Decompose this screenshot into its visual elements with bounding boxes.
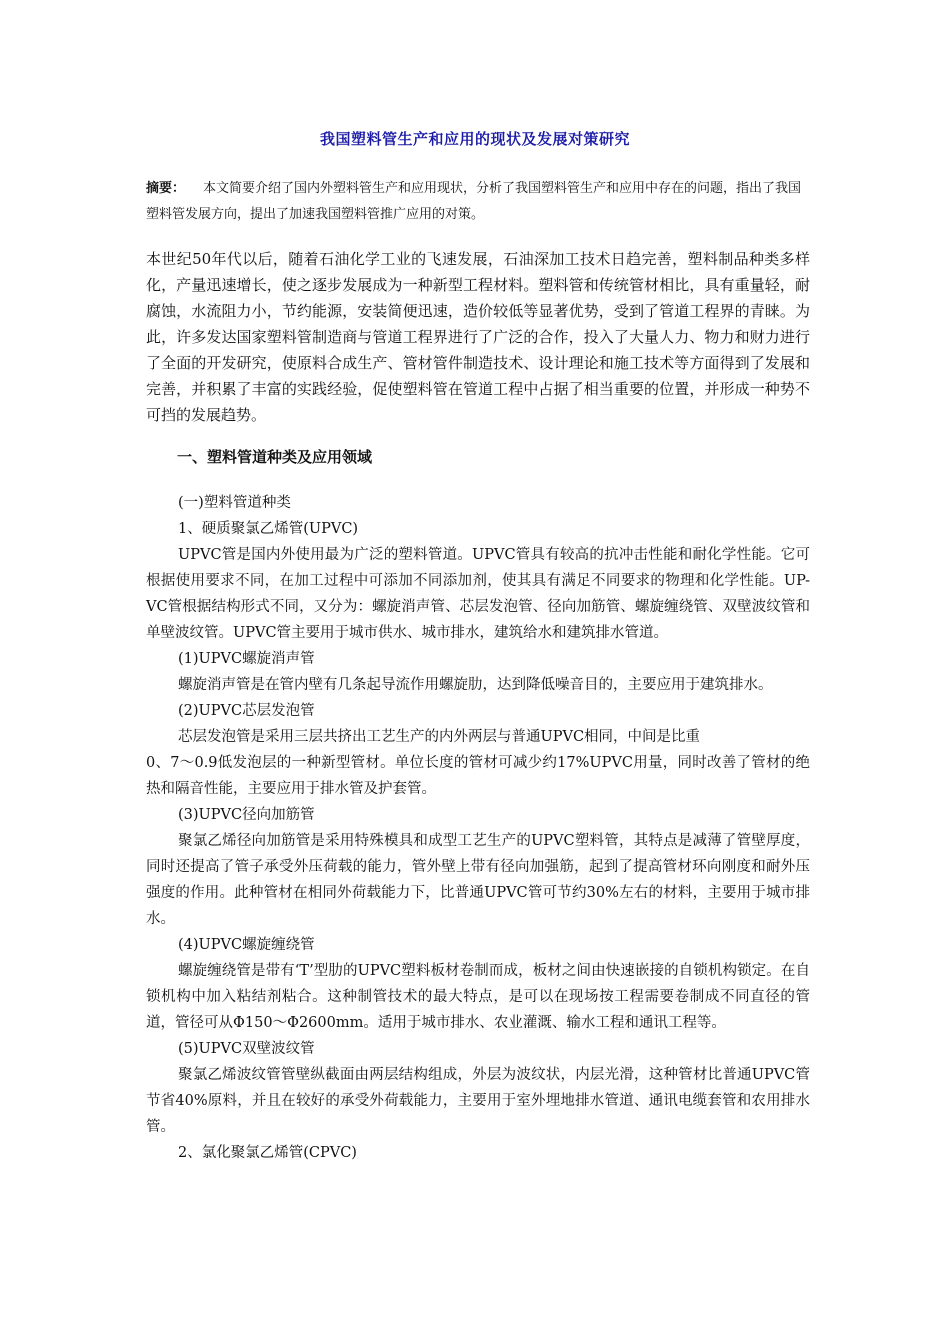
item-title-spiral-silencer: (1)UPVC螺旋消声管 xyxy=(178,651,315,667)
paragraph-foam-core-b: 0、7～0.9低发泡层的一种新型管材。单位长度的管材可减少约17%UPVC用量，同时改善了管材的绝热和隔音性能，主要应用于排水管及护套管。 xyxy=(146,755,810,797)
paragraph-double-wall: 聚氯乙烯波纹管管壁纵截面由两层结构组成，外层为波纹状，内层光滑，这种管材比普通UPVC管节省40%原料，并且在较好的承受外荷载能力，主要用于室外埋地排水管道、通讯电缆套管和农用排水管。 xyxy=(146,1067,810,1135)
paragraph-foam-core-a: 芯层发泡管是采用三层共挤出工艺生产的内外两层与普通UPVC相同，中间是比重 xyxy=(178,729,701,745)
paragraph-spiral-silencer: 螺旋消声管是在管内壁有几条起导流作用螺旋肋，达到降低噪音目的，主要应用于建筑排水。 xyxy=(178,677,773,693)
paragraph-radial-rib: 聚氯乙烯径向加筋管是采用特殊模具和成型工艺生产的UPVC塑料管，其特点是减薄了管壁厚度，同时还提高了管子承受外压荷载的能力，管外壁上带有径向加强筋，起到了提高管材环向刚度和耐外压强度的作用。此种管材在相同外荷载能力下，比普通UPVC管可节约30%左右的材料，主要用于城市排水。 xyxy=(146,833,810,927)
item-title-double-wall: (5)UPVC双壁波纹管 xyxy=(178,1041,315,1057)
document-title: 我国塑料管生产和应用的现状及发展对策研究 xyxy=(319,130,630,148)
item-title-cpvc: 2、氯化聚氯乙烯管(CPVC) xyxy=(178,1145,357,1161)
abstract-label: 摘要： xyxy=(146,181,186,196)
paragraph-upvc: UPVC管是国内外使用最为广泛的塑料管道。UPVC管具有较高的抗冲击性能和耐化学性能。它可根据使用要求不同，在加工过程中可添加不同添加剂，使其具有满足不同要求的物理和化学性能。UP-VC管根据结构形式不同，又分为：螺旋消声管、芯层发泡管、径向加筋管、螺旋缠绕管、双壁波纹管和单壁波纹管。UPVC管主要用于城市供水、城市排水，建筑给水和建筑排水管道。 xyxy=(146,547,810,641)
item-title-spiral-wound: (4)UPVC螺旋缠绕管 xyxy=(178,937,315,953)
item-title-upvc: 1、硬质聚氯乙烯管(UPVC) xyxy=(178,521,359,537)
paragraph-spiral-wound: 螺旋缠绕管是带有‘T’型肋的UPVC塑料板材卷制而成，板材之间由快速嵌接的自锁机构锁定。在自锁机构中加入粘结剂粘合。这种制管技术的最大特点，是可以在现场按工程需要卷制成不同直径的管道，管径可从Φ150～Φ2600mm。适用于城市排水、农业灌溉、输水工程和通讯工程等。 xyxy=(146,963,810,1031)
abstract xyxy=(146,176,806,228)
intro-paragraph: 本世纪50年代以后，随着石油化学工业的飞速发展，石油深加工技术日趋完善，塑料制品种类多样化，产量迅速增长，使之逐步发展成为一种新型工程材料。塑料管和传统管材相比，具有重量轻，耐腐蚀，水流阻力小，节约能源，安装简便迅速，造价较低等显著优势，受到了管道工程界的青睐。为此，许多发达国家塑料管制造商与管道工程界进行了广泛的合作，投入了大量人力、物力和财力进行了全面的开发研究，使原料合成生产、管材管件制造技术、设计理论和施工技术等方面得到了发展和完善，并积累了丰富的实践经验，促使塑料管在管道工程中占据了相当重要的位置，并形成一种势不可挡的发展趋势。 xyxy=(146,250,810,424)
abstract-text: 本文简要介绍了国内外塑料管生产和应用现状，分析了我国塑料管生产和应用中存在的问题，指出了我国塑料管发展方向，提出了加速我国塑料管推广应用的对策。 xyxy=(146,181,802,222)
item-title-foam-core: (2)UPVC芯层发泡管 xyxy=(178,703,315,719)
section-body xyxy=(146,490,810,1166)
item-title-radial-rib: (3)UPVC径向加筋管 xyxy=(178,807,315,823)
section-heading: 一、塑料管道种类及应用领域 xyxy=(177,448,373,466)
subsection-title: (一)塑料管道种类 xyxy=(178,495,291,511)
